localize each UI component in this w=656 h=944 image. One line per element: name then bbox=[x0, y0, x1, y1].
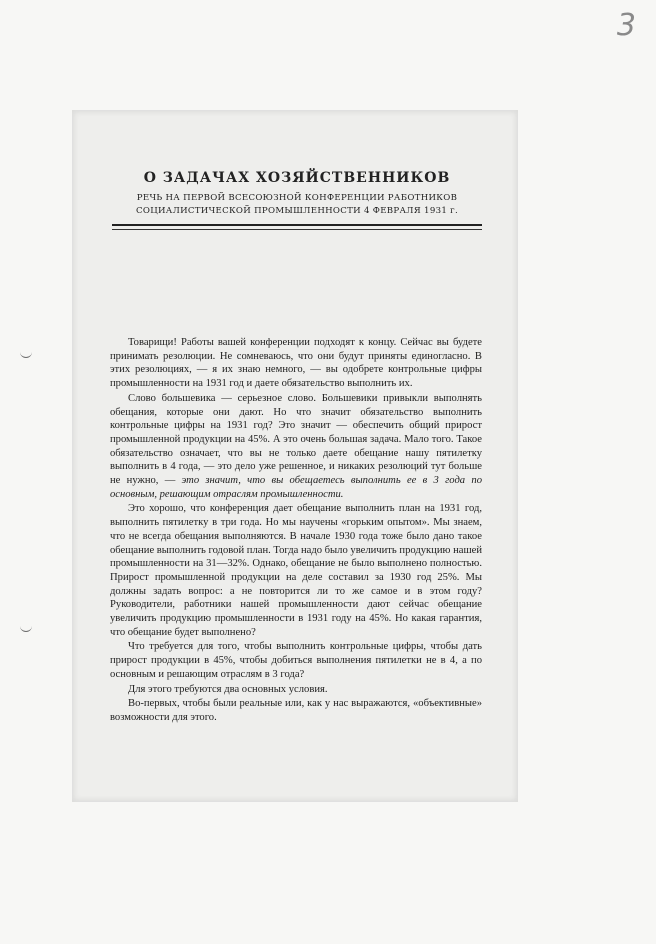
paragraph-3 bbox=[110, 502, 482, 639]
article-body bbox=[110, 336, 482, 725]
paragraph-text: Во-первых, чтобы были реальные или, как у нас выражаются, «объективные» возможности для этого. bbox=[110, 698, 482, 723]
paragraph-emphasis: это значит, что вы обещаетесь выполнить ее в 3 года по основным, решающим отраслям промышленности. bbox=[110, 475, 482, 500]
paragraph-text: Это хорошо, что конференция дает обещание выполнить план на 1931 год, выполнить пятилетку в три года. Но мы научены «горьким опытом». Мы знаем, что не всегда обещания выполняются. В начале 1930 года тоже было дано такое обещание выполнить годовой план. Тогда надо было увеличить продукцию нашей промышленности на 31—32%. Однако, обещание не было выполнено полностью. Прирост промышленной продукции на деле составил за 1930 год 25%. Мы должны задать вопрос: а не повторится ли то же самое и в этом году? Руководители, работники нашей промышленности дают сейчас обещание увеличить продукцию промышленности в 1931 году на 45%. Но какая гарантия, что обещание будет выполнено? bbox=[110, 503, 482, 638]
punch-mark-bottom bbox=[20, 626, 32, 632]
paragraph-text: Что требуется для того, чтобы выполнить контрольные цифры, чтобы дать прирост продукции в 45%, чтобы добиться выполнения пятилетки не в 4, а по основным и решающим отраслям в 3 года? bbox=[110, 641, 482, 680]
paragraph-5 bbox=[110, 683, 482, 697]
page-number: 3 bbox=[616, 8, 636, 43]
header-rule-thin bbox=[112, 229, 482, 230]
paragraph-2 bbox=[110, 392, 482, 502]
header-rule-thick bbox=[112, 224, 482, 226]
paragraph-4 bbox=[110, 640, 482, 681]
paragraph-text: Слово большевика — серьезное слово. Большевики привыкли выполнять обещания, которые они дают. Но что значит обязательство выполнить контрольные цифры на 1931 год? Это значит — обеспечить общий прирост промышленной продукции на 45%. А это очень большая задача. Мало того. Такое обязательство означает, что вы не только даете обещание нашу пятилетку выполнить в 4 года, — это дело уже решенное, и никаких резолюций тут больше не нужно, — bbox=[110, 392, 482, 487]
article-header bbox=[82, 170, 512, 218]
paragraph-1 bbox=[110, 336, 482, 391]
paragraph-text: Товарищи! Работы вашей конференции подходят к концу. Сейчас вы будете принимать резолюции. Не сомневаюсь, что они будут приняты единогласно. В этих резолюциях, — я их знаю немного, — вы одобрете контрольные цифры промышленности на 1931 год и даете обязательство выполнить их. bbox=[110, 337, 482, 390]
punch-mark-top bbox=[20, 352, 32, 358]
paragraph-text: Для этого требуются два основных условия. bbox=[128, 683, 328, 695]
article-subtitle: РЕЧЬ НА ПЕРВОЙ ВСЕСОЮЗНОЙ КОНФЕРЕНЦИИ РАБОТНИКОВ СОЦИАЛИСТИЧЕСКОЙ ПРОМЫШЛЕННОСТИ 4 ФЕВРАЛЯ 1931 г. bbox=[136, 193, 458, 216]
paragraph-6 bbox=[110, 697, 482, 724]
article-title: О ЗАДАЧАХ ХОЗЯЙСТВЕННИКОВ bbox=[143, 170, 451, 186]
